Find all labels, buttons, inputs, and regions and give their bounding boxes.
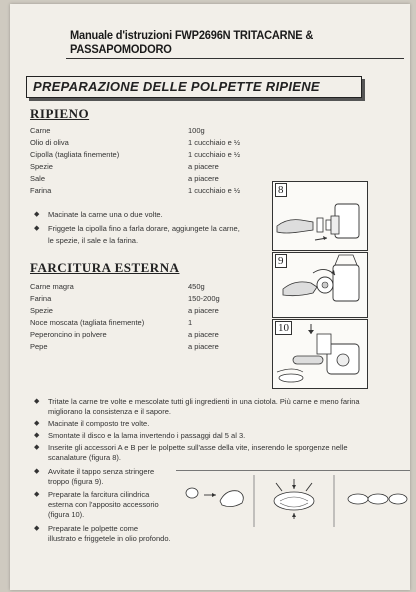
meatball-steps-drawing [176, 471, 410, 529]
ingredient-qty: 1 [188, 318, 193, 327]
ingredient-label: Farina [30, 186, 52, 195]
ingredient-qty: 1 cucchiaio e ½ [188, 150, 241, 159]
ingredient-qty: 1 cucchiaio e ½ [188, 186, 241, 195]
ingredient-label: Carne [30, 126, 51, 135]
step-text: Preparate la farcitura cilindrica [48, 490, 150, 499]
bullet-diamond-icon: ◆ [34, 525, 40, 532]
ingredient-qty: 1 cucchiaio e ½ [188, 138, 241, 147]
page-title: PREPARAZIONE DELLE POLPETTE RIPIENE [33, 79, 320, 94]
bullet-diamond-icon: ◆ [34, 468, 40, 475]
ripieno-heading: RIPIENO [30, 106, 90, 121]
step-text: illustrato e friggetele in olio profondo. [48, 534, 171, 543]
bullet-diamond-icon: ◆ [34, 225, 40, 232]
figure-9 [272, 252, 368, 318]
bullet-diamond-icon: ◆ [34, 398, 40, 405]
step-text: (figura 10). [48, 510, 85, 519]
manual-header: Manuale d'istruzioni FWP2696N TRITACARNE & PASSAPOMODORO [70, 28, 314, 56]
bullet-text: Macinate la carne una o due volte. [48, 210, 163, 219]
figure-number: 8 [275, 183, 287, 197]
step-text: Macinate il composto tre volte. [48, 419, 150, 428]
step-text: migliorano la consistenza e il sapore. [48, 407, 171, 416]
step-text: troppo (figura 9). [48, 477, 104, 486]
step-text: Inserite gli accessori A e B per le polpette sull'asse della vite, inserendo le sporgenze nelle [48, 443, 348, 452]
bullet-text: Friggete la cipolla fino a farla dorare, aggiungete la carne, [48, 224, 240, 233]
manual-page [10, 4, 410, 590]
bullet-diamond-icon: ◆ [34, 444, 40, 451]
meatball-shaping-illustration [176, 470, 410, 529]
ingredient-qty: 450g [188, 282, 205, 291]
figure-8 [272, 181, 368, 251]
step-text: Smontate il disco e la lama invertendo i passaggi dal 5 al 3. [48, 431, 246, 440]
ingredient-label: Carne magra [30, 282, 74, 291]
step-text: esterna con l'apposito accessorio [48, 500, 159, 509]
ingredient-qty: a piacere [188, 330, 219, 339]
bullet-diamond-icon: ◆ [34, 432, 40, 439]
step-text: scanalature (figura 8). [48, 453, 121, 462]
bullet-diamond-icon: ◆ [34, 420, 40, 427]
page-title-box [26, 76, 362, 98]
bullet-diamond-icon: ◆ [34, 491, 40, 498]
ingredient-label: Noce moscata (tagliata finemente) [30, 318, 145, 327]
ingredient-qty: 150-200g [188, 294, 220, 303]
figure-8-illustration [273, 182, 367, 250]
ingredient-label: Peperoncino in polvere [30, 330, 107, 339]
step-text: Avvitate il tappo senza stringere [48, 467, 155, 476]
header-rule [66, 58, 404, 59]
ingredient-qty: a piacere [188, 342, 219, 351]
ingredient-qty: a piacere [188, 162, 219, 171]
ingredient-label: Pepe [30, 342, 48, 351]
farcitura-heading: FARCITURA ESTERNA [30, 260, 180, 275]
figure-number: 10 [275, 321, 292, 335]
ingredient-label: Farina [30, 294, 52, 303]
ingredient-qty: a piacere [188, 174, 219, 183]
step-text: Preparate le polpette come [48, 524, 139, 533]
ingredient-label: Olio di oliva [30, 138, 69, 147]
ingredient-qty: 100g [188, 126, 205, 135]
ingredient-qty: a piacere [188, 306, 219, 315]
figure-9-illustration [273, 253, 367, 317]
ingredient-label: Spezie [30, 306, 53, 315]
figure-number: 9 [275, 254, 287, 268]
ingredient-label: Spezie [30, 162, 53, 171]
ingredient-label: Sale [30, 174, 46, 183]
step-text: Tritate la carne tre volte e mescolate tutti gli ingredienti in una ciotola. Più carne e meno farina [48, 397, 360, 406]
figure-10 [272, 319, 368, 389]
ingredient-label: Cipolla (tagliata finemente) [30, 150, 120, 159]
bullet-diamond-icon: ◆ [34, 211, 40, 218]
bullet-text: le spezie, il sale e la farina. [48, 236, 139, 245]
